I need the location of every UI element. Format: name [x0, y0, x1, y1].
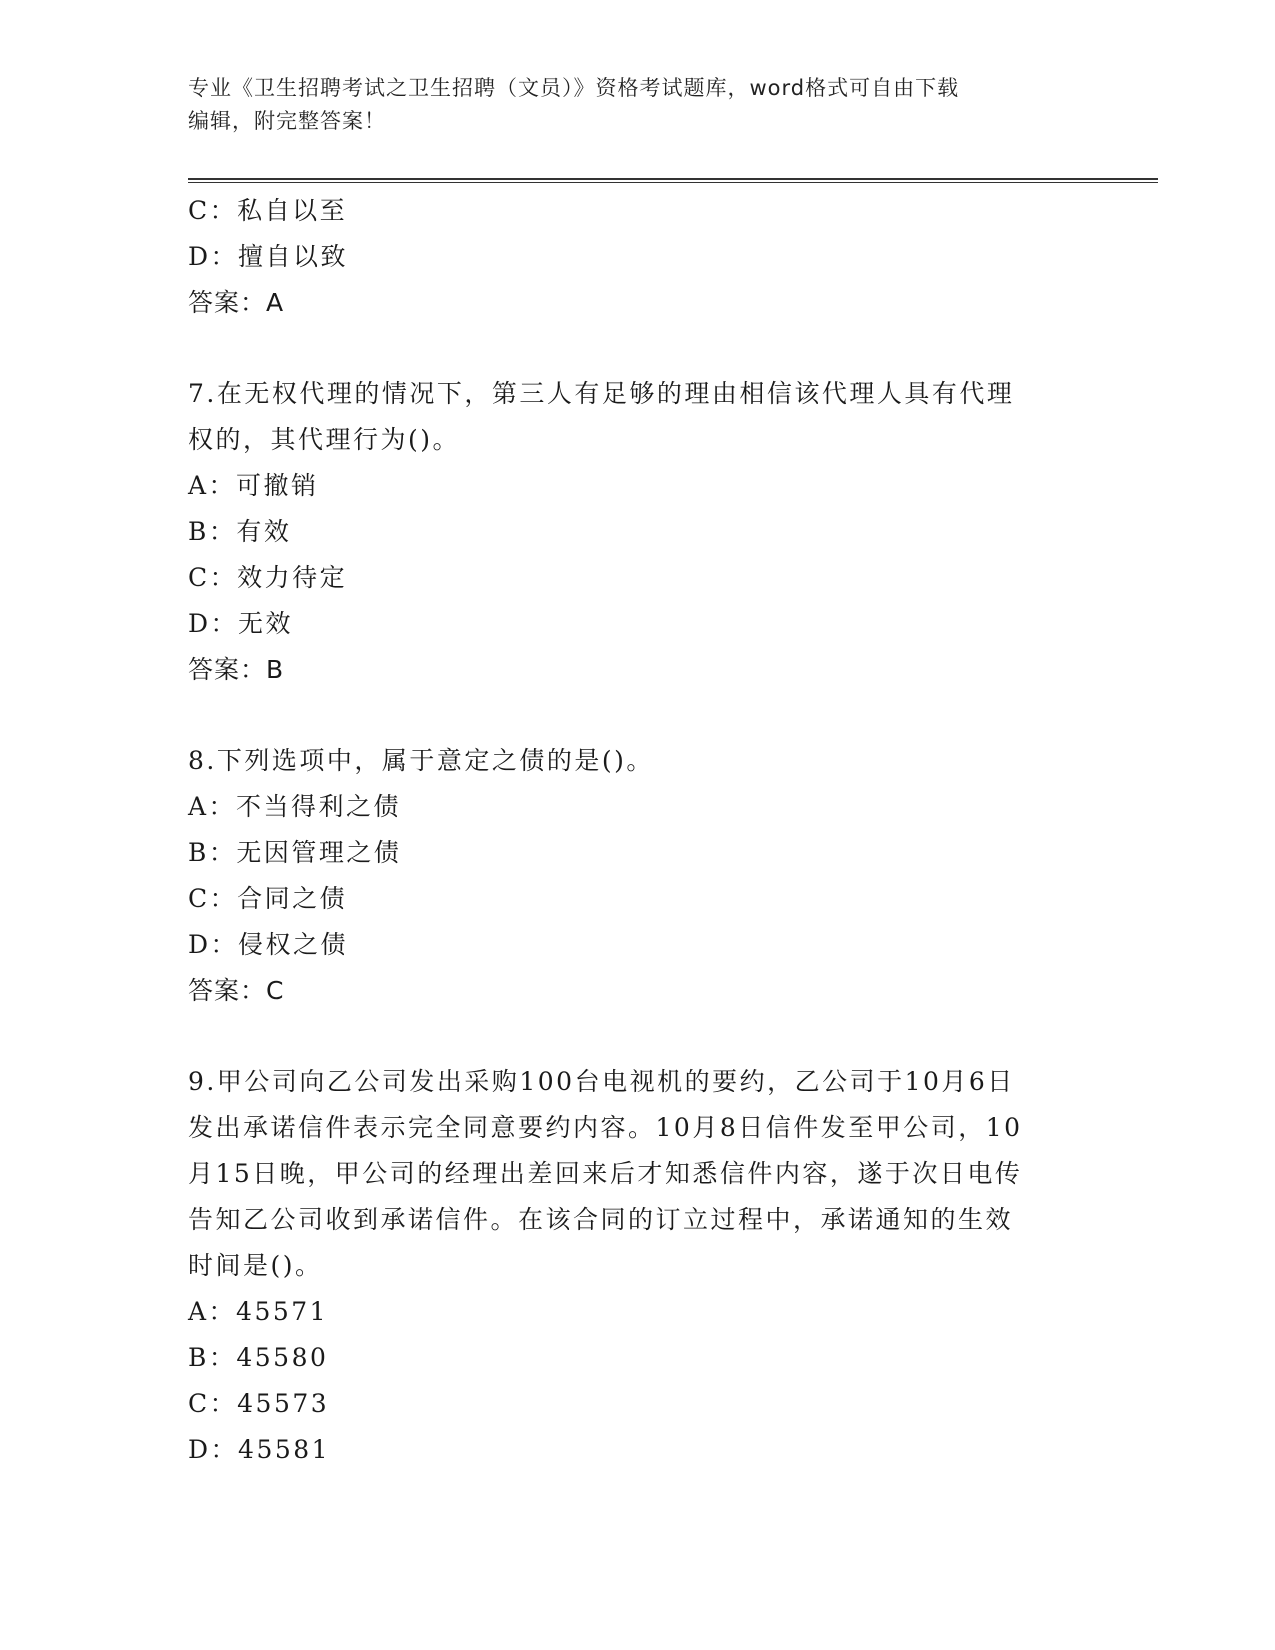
q9-stem-line-3: 月15日晚，甲公司的经理出差回来后才知悉信件内容，遂于次日电传: [188, 1159, 1023, 1188]
header-divider: [188, 178, 1158, 183]
q9-option-d: D：45581: [188, 1435, 331, 1464]
q7-stem-line-2: 权的，其代理行为()。: [188, 425, 461, 454]
q7-option-a: A：可撤销: [188, 471, 319, 500]
question-7: [188, 371, 1088, 693]
q6-option-d: D：擅自以致: [188, 242, 349, 271]
q9-stem-line-4: 告知乙公司收到承诺信件。在该合同的订立过程中，承诺通知的生效: [188, 1205, 1014, 1234]
q9-option-c: C：45573: [188, 1389, 330, 1418]
q9-stem-line-1: 9.甲公司向乙公司发出采购100台电视机的要约，乙公司于10月6日: [188, 1067, 1015, 1096]
q9-stem-line-5: 时间是()。: [188, 1251, 323, 1280]
q7-stem-line-1: 7.在无权代理的情况下，第三人有足够的理由相信该代理人具有代理: [188, 379, 1015, 408]
q7-answer: 答案：B: [188, 655, 285, 684]
spacer: [188, 326, 1088, 371]
q9-stem-line-2: 发出承诺信件表示完全同意要约内容。10月8日信件发至甲公司，10: [188, 1113, 1023, 1142]
header-title-line-1: 专业《卫生招聘考试之卫生招聘（文员）》资格考试题库，word格式可自由下载: [188, 76, 960, 100]
document-header: [188, 72, 1088, 138]
q7-option-c: C：效力待定: [188, 563, 348, 592]
question-9: [188, 1059, 1088, 1473]
q7-option-d: D：无效: [188, 609, 294, 638]
header-title-line-2: 编辑，附完整答案！: [188, 109, 386, 133]
q7-option-b: B：有效: [188, 517, 292, 546]
q8-option-c: C：合同之债: [188, 884, 348, 913]
question-8: [188, 738, 1088, 1014]
q9-option-a: A：45571: [188, 1297, 329, 1326]
q8-option-a: A：不当得利之债: [188, 792, 402, 821]
question-list: [188, 188, 1088, 1473]
q8-answer: 答案：C: [188, 976, 285, 1005]
q8-stem-line-1: 8.下列选项中，属于意定之债的是()。: [188, 746, 654, 775]
q9-option-b: B：45580: [188, 1343, 329, 1372]
q8-option-d: D：侵权之债: [188, 930, 349, 959]
spacer: [188, 693, 1088, 738]
spacer: [188, 1014, 1088, 1059]
q6-option-c: C：私自以至: [188, 196, 348, 225]
question-6-tail: [188, 188, 1088, 326]
q6-answer: 答案：A: [188, 288, 285, 317]
q8-option-b: B：无因管理之债: [188, 838, 402, 867]
